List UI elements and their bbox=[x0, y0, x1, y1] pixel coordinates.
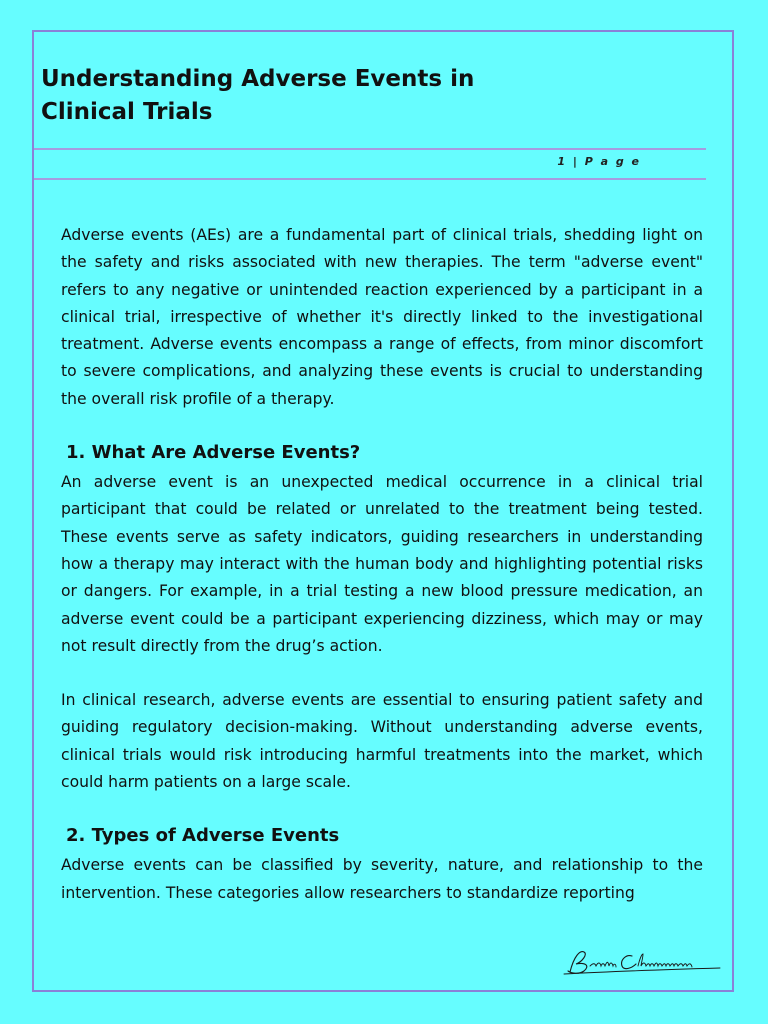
intro-paragraph: Adverse events (AEs) are a fundamental part of clinical trials, shedding light on the safety and risks associated with new therapies. The term "adverse event" refers to any negative or unintended reaction experienced by a participant in a clinical trial, irrespective of whether it's directly linked to the investigational treatment. Adverse events encompass a range of effects, from minor discomfort to severe complications, and analyzing these events is crucial to understanding the overall risk profile of a therapy. bbox=[61, 226, 703, 408]
section-1-paragraph-1: An adverse event is an unexpected medical occurrence in a clinical trial participant that could be related or unrelated to the treatment being tested. These events serve as safety indicators, guiding researchers in understanding how a therapy may interact with the human body and highlighting potential risks or dangers. For example, in a trial testing a new blood pressure medication, an adverse event could be a participant experiencing dizziness, which may or may not result directly from the drug’s action. bbox=[61, 473, 703, 655]
signature-image bbox=[560, 944, 730, 980]
section-1-paragraph-2: In clinical research, adverse events are essential to ensuring patient safety and guiding regulatory decision-making. Without understanding adverse events, clinical trials would risk introducing harmful treatments into the market, which could harm patients on a large scale. bbox=[61, 691, 703, 792]
title-line-2: Clinical Trials bbox=[41, 99, 213, 125]
document-body bbox=[61, 222, 703, 907]
document-title bbox=[41, 63, 601, 129]
section-2-paragraph-1: Adverse events can be classified by severity, nature, and relationship to the intervention. These categories allow researchers to standardize reporting bbox=[61, 856, 703, 902]
section-2-heading: 2. Types of Adverse Events bbox=[66, 825, 340, 847]
page-number: 1 | P a g e bbox=[557, 155, 641, 168]
title-line-1: Understanding Adverse Events in bbox=[41, 66, 475, 92]
header-rule-bottom bbox=[34, 178, 706, 180]
header-rule-top bbox=[34, 148, 706, 150]
section-1-heading: 1. What Are Adverse Events? bbox=[66, 442, 361, 464]
